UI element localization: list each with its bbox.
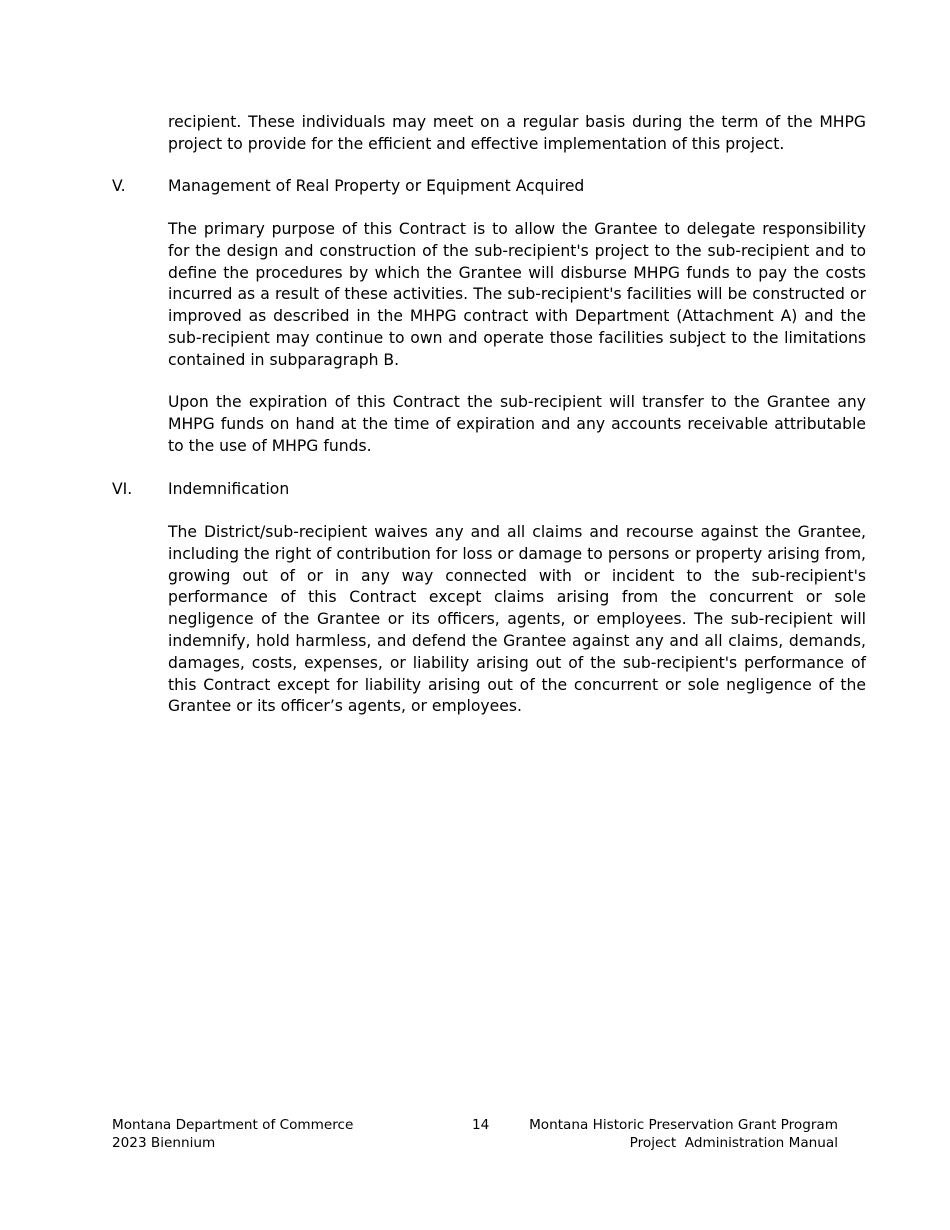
section-v-paragraph-1: The primary purpose of this Contract is to allow the Grantee to delegate responsibility for the design and construction of the sub-recipient's project to the sub-recipient and to define the procedures by which the Grantee will disburse MHPG funds to pay the costs incurred as a result of these activities. The sub-recipient's facilities will be constructed or improved as described in the MHPG contract with Department (Attachment A) and the sub-recipient may continue to own and operate those facilities subject to the limitations contained in subparagraph B. <box>168 220 866 369</box>
footer-department: Montana Department of Commerce <box>112 1117 354 1133</box>
footer-page-number: 14 <box>472 1117 490 1133</box>
footer-biennium: 2023 Biennium <box>112 1135 216 1151</box>
continuation-paragraph: recipient. These individuals may meet on a regular basis during the term of the MHPG project to provide for the efficient and effective implementation of this project. <box>168 113 866 153</box>
section-heading-v: Management of Real Property or Equipment Acquired <box>168 177 585 195</box>
section-heading-vi: Indemnification <box>168 480 290 498</box>
footer-program-name: Montana Historic Preservation Grant Program <box>529 1117 838 1133</box>
section-number-v: V. <box>112 177 126 195</box>
section-vi-paragraph-1: The District/sub-recipient waives any and all claims and recourse against the Grantee, including the right of contribution for loss or damage to persons or property arising from, growing out of or in any way connected with or incident to the sub-recipient's performance of this Contract except claims arising from the concurrent or sole negligence of the Grantee or its officers, agents, or employees. The sub-recipient will indemnify, hold harmless, and defend the Grantee against any and all claims, demands, damages, costs, expenses, or liability arising out of the sub-recipient's performance of this Contract except for liability arising out of the concurrent or sole negligence of the Grantee or its officer’s agents, or employees. <box>168 523 866 716</box>
section-v-paragraph-2: Upon the expiration of this Contract the sub-recipient will transfer to the Grantee any MHPG funds on hand at the time of expiration and any accounts receivable attributable to the use of MHPG funds. <box>168 393 866 455</box>
section-number-vi: VI. <box>112 480 133 498</box>
footer-manual-name: Project Administration Manual <box>629 1135 838 1151</box>
